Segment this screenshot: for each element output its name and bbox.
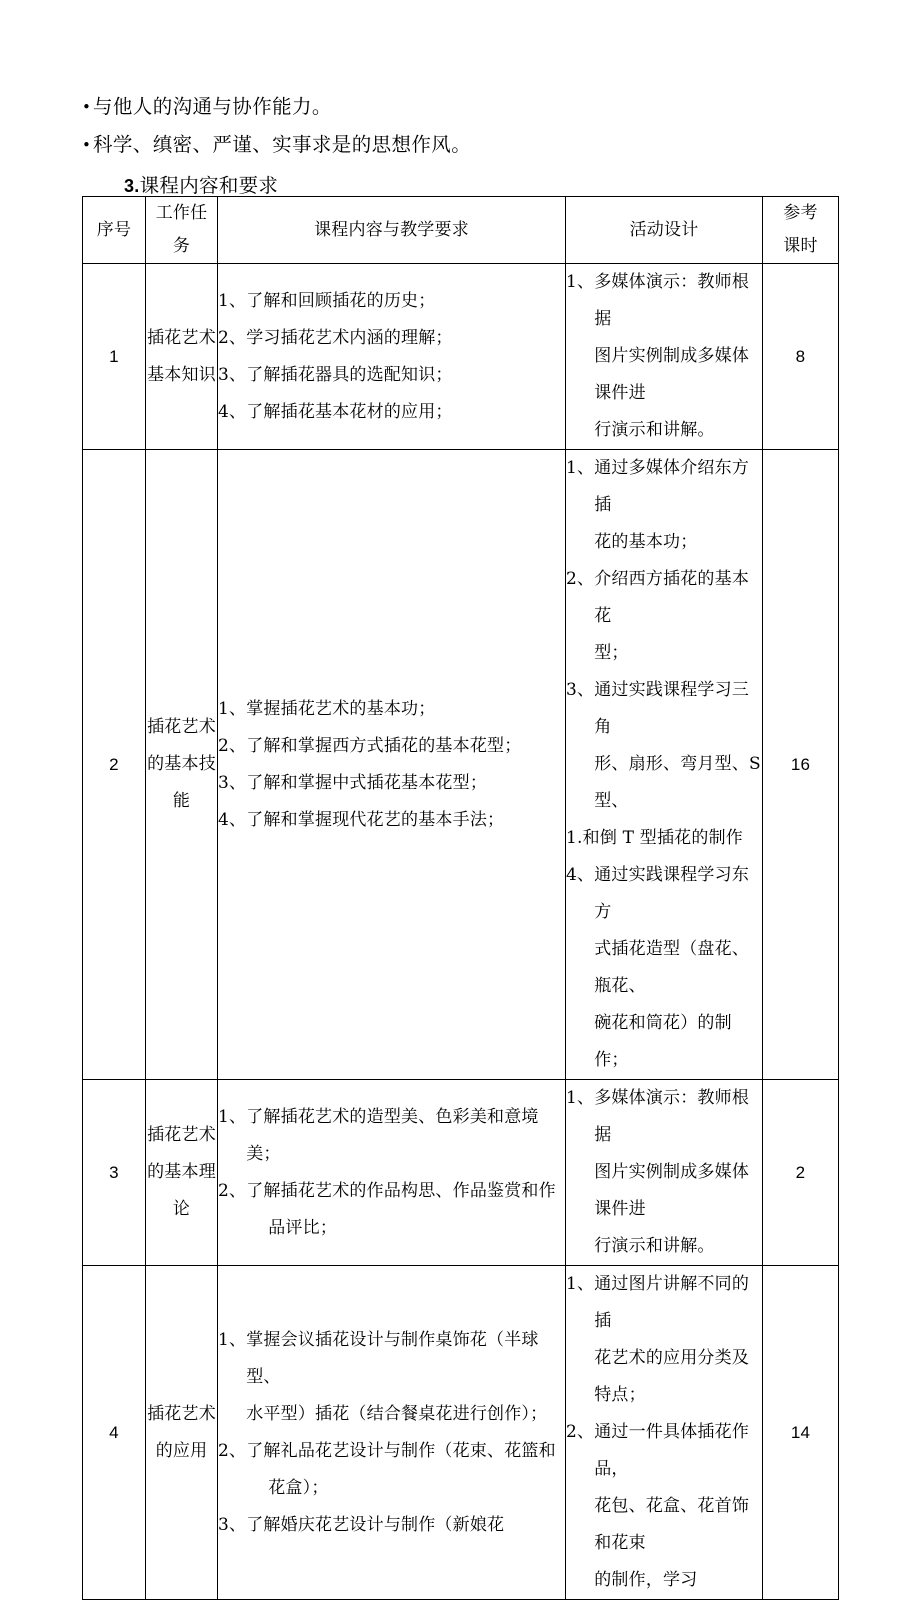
bullet-icon: • (82, 98, 92, 116)
list-item-line: 了解和掌握现代花艺的基本手法； (246, 809, 505, 830)
list-item-line: 了解插花基本花材的应用； (246, 401, 453, 422)
list-item-marker: 4、 (218, 809, 247, 830)
list-item-marker: 3、 (218, 364, 247, 385)
work-task-line: 插花艺术 (147, 717, 216, 737)
list-item-text (246, 691, 565, 728)
list-item-line: 行演示和讲解。 (594, 1236, 715, 1256)
header-cell-content (218, 197, 566, 264)
list-item-line: 通过图片讲解不同的插 (594, 1274, 750, 1331)
cell-course-content (218, 1080, 566, 1266)
list-item-text (594, 1266, 762, 1414)
header-label-task-line2: 务 (172, 236, 191, 256)
list-item-text (246, 357, 565, 394)
work-task-line: 论 (172, 1199, 191, 1219)
bullet-text: 科学、缜密、严谨、实事求是的思想作风。 (93, 133, 472, 156)
bullet-item (82, 126, 842, 164)
list-item-marker: 1、 (566, 1274, 595, 1294)
list-item-marker: 1、 (566, 272, 595, 292)
work-task-line: 的基本技 (147, 754, 216, 774)
list-item-line: 花包、花盒、花首饰和花束 (594, 1496, 750, 1553)
list-item-text (246, 802, 565, 839)
list-item (218, 691, 565, 728)
cell-work-task (146, 450, 218, 1080)
list-item-line: 花的基本功； (594, 532, 698, 552)
header-cell-activity (566, 197, 763, 264)
cell-reference-hours: 14 (763, 1266, 839, 1600)
list-item-line: 花艺术的应用分类及特点； (594, 1348, 750, 1405)
list-item-line: 行演示和讲解。 (594, 420, 715, 440)
list-item-line: 掌握插花艺术的基本功； (246, 698, 436, 719)
list-item-line: 品评比； (268, 1217, 338, 1238)
list-item-marker: 1、 (218, 1106, 247, 1127)
list-item (218, 394, 565, 431)
list-item-marker: 4、 (566, 865, 595, 885)
list-item (566, 672, 762, 820)
cell-reference-hours: 8 (763, 264, 839, 450)
list-item (218, 1433, 565, 1507)
section-number: 3. (124, 176, 140, 196)
cell-activity-design (566, 1266, 763, 1600)
cell-activity-design (566, 450, 763, 1080)
list-item-line: 通过实践课程学习三角 (594, 680, 750, 737)
list-item-text (583, 820, 762, 857)
list-item-line: 了解婚庆花艺设计与制作（新娘花 (246, 1514, 505, 1535)
table-row (83, 1266, 839, 1600)
header-cell-no (83, 197, 146, 264)
table-row (83, 264, 839, 450)
list-item-marker: 2、 (218, 327, 247, 348)
list-item (218, 802, 565, 839)
table-row (83, 450, 839, 1080)
list-item-line: 和倒 T 型插花的制作 (582, 828, 743, 848)
list-item-marker: 1. (566, 828, 583, 848)
table-row (83, 1080, 839, 1266)
list-item (566, 264, 762, 449)
list-item (218, 1322, 565, 1433)
cell-course-content (218, 264, 566, 450)
cell-activity-design (566, 264, 763, 450)
list-item-text (246, 728, 565, 765)
cell-activity-design (566, 1080, 763, 1266)
section-title: 课程内容和要求 (139, 174, 279, 197)
list-item-line: 介绍西方插花的基本花 (594, 569, 750, 626)
list-item-marker: 4、 (218, 401, 247, 422)
list-item (566, 820, 762, 857)
intro-block (82, 88, 842, 203)
list-item-text (594, 264, 762, 449)
work-task-line: 的应用 (155, 1440, 208, 1461)
list-item-line: 多媒体演示：教师根据 (594, 272, 750, 329)
list-item-marker: 2、 (566, 1422, 595, 1442)
list-item (218, 283, 565, 320)
list-item-line: 掌握会议插花设计与制作桌饰花（半球型、 (246, 1329, 539, 1387)
list-item-line: 了解和掌握中式插花基本花型； (246, 772, 488, 793)
header-cell-task (146, 197, 218, 264)
list-item (566, 450, 762, 561)
cell-work-task (146, 264, 218, 450)
list-item-text (594, 857, 762, 1079)
list-item (218, 765, 565, 802)
list-item (566, 1266, 762, 1414)
bullet-icon: • (82, 136, 92, 154)
list-item (218, 1173, 565, 1247)
list-item-line: 了解插花艺术的作品构思、作品鉴赏和作 (246, 1180, 556, 1201)
list-item-marker: 3、 (566, 680, 595, 700)
list-item-marker: 1、 (566, 458, 595, 478)
table-header-row (83, 197, 839, 264)
list-item (218, 1507, 565, 1544)
list-item (218, 728, 565, 765)
header-label-hours-line1: 参考 (783, 203, 818, 223)
list-item-line: 通过多媒体介绍东方插 (594, 458, 750, 515)
cell-course-content (218, 450, 566, 1080)
header-label-activity: 活动设计 (629, 219, 699, 240)
cell-work-task (146, 1266, 218, 1600)
list-item-line: 图片实例制成多媒体课件进 (594, 346, 750, 403)
list-item-marker: 2、 (218, 1440, 247, 1461)
list-item (566, 857, 762, 1079)
list-item (218, 357, 565, 394)
list-item-marker: 1、 (218, 290, 247, 311)
list-item-marker: 1、 (566, 1088, 595, 1108)
list-item-marker: 2、 (218, 735, 247, 756)
list-item-marker: 2、 (566, 569, 595, 589)
work-task-line: 插花艺术 (147, 327, 216, 348)
list-item-line: 的制作，学习 (594, 1570, 698, 1590)
list-item-text (594, 1080, 762, 1265)
list-item-text (246, 1173, 565, 1247)
list-item-text (246, 394, 565, 431)
header-label-content: 课程内容与教学要求 (314, 219, 469, 240)
list-item-line: 型； (594, 643, 629, 663)
list-item-line: 通过一件具体插花作品， (594, 1422, 750, 1479)
bullet-text: 与他人的沟通与协作能力。 (93, 95, 332, 118)
list-item-text (246, 1433, 565, 1507)
list-item-line: 花盒）； (268, 1477, 329, 1498)
list-item-text (246, 283, 565, 320)
list-item-line: 了解礼品花艺设计与制作（花束、花篮和 (246, 1440, 556, 1461)
list-item (566, 1414, 762, 1599)
list-item-text (594, 450, 762, 561)
list-item (566, 561, 762, 672)
list-item (218, 1099, 565, 1173)
work-task-line: 基本知识 (147, 364, 216, 385)
list-item-line: 学习插花艺术内涵的理解； (246, 327, 453, 348)
work-task-line: 插花艺术 (147, 1403, 216, 1424)
bullet-item (82, 88, 842, 126)
cell-reference-hours: 16 (763, 450, 839, 1080)
header-label-task-line1: 工作任 (155, 203, 208, 223)
list-item-text (246, 1099, 565, 1173)
header-label-no: 序号 (96, 219, 132, 240)
course-content-table (82, 196, 839, 1600)
list-item-line: 了解和回顾插花的历史； (246, 290, 436, 311)
list-item-line: 水平型）插花（结合餐桌花进行创作）； (246, 1403, 548, 1424)
list-item-text (246, 1322, 565, 1433)
list-item-marker: 2、 (218, 1180, 247, 1201)
header-cell-hours (763, 197, 839, 264)
list-item-line: 了解插花艺术的造型美、色彩美和意境美； (246, 1106, 539, 1164)
header-label-hours-line2: 课时 (783, 236, 818, 256)
cell-course-content (218, 1266, 566, 1600)
list-item-line: 多媒体演示：教师根据 (594, 1088, 750, 1145)
list-item-text (594, 561, 762, 672)
list-item-marker: 1、 (218, 1329, 247, 1350)
list-item-line: 形、扇形、弯月型、S 型、 (594, 754, 761, 811)
cell-reference-hours: 2 (763, 1080, 839, 1266)
work-task-line: 的基本理 (147, 1162, 216, 1182)
work-task-line: 能 (172, 791, 191, 811)
cell-work-task (146, 1080, 218, 1266)
cell-row-number: 3 (83, 1080, 146, 1266)
list-item-line: 碗花和筒花）的制作； (594, 1013, 732, 1070)
list-item (218, 320, 565, 357)
list-item-text (594, 1414, 762, 1599)
list-item (566, 1080, 762, 1265)
list-item-line: 式插花造型（盘花、瓶花、 (594, 939, 750, 996)
list-item-text (246, 765, 565, 802)
list-item-line: 了解插花器具的选配知识； (246, 364, 453, 385)
list-item-marker: 3、 (218, 1514, 247, 1535)
list-item-line: 图片实例制成多媒体课件进 (594, 1162, 750, 1219)
cell-row-number: 4 (83, 1266, 146, 1600)
list-item-text (246, 320, 565, 357)
list-item-text (246, 1507, 565, 1544)
list-item-line: 通过实践课程学习东方 (594, 865, 750, 922)
list-item-marker: 1、 (218, 698, 247, 719)
list-item-line: 了解和掌握西方式插花的基本花型； (246, 735, 522, 756)
list-item-marker: 3、 (218, 772, 247, 793)
cell-row-number: 2 (83, 450, 146, 1080)
cell-row-number: 1 (83, 264, 146, 450)
work-task-line: 插花艺术 (147, 1125, 216, 1145)
list-item-text (594, 672, 762, 820)
